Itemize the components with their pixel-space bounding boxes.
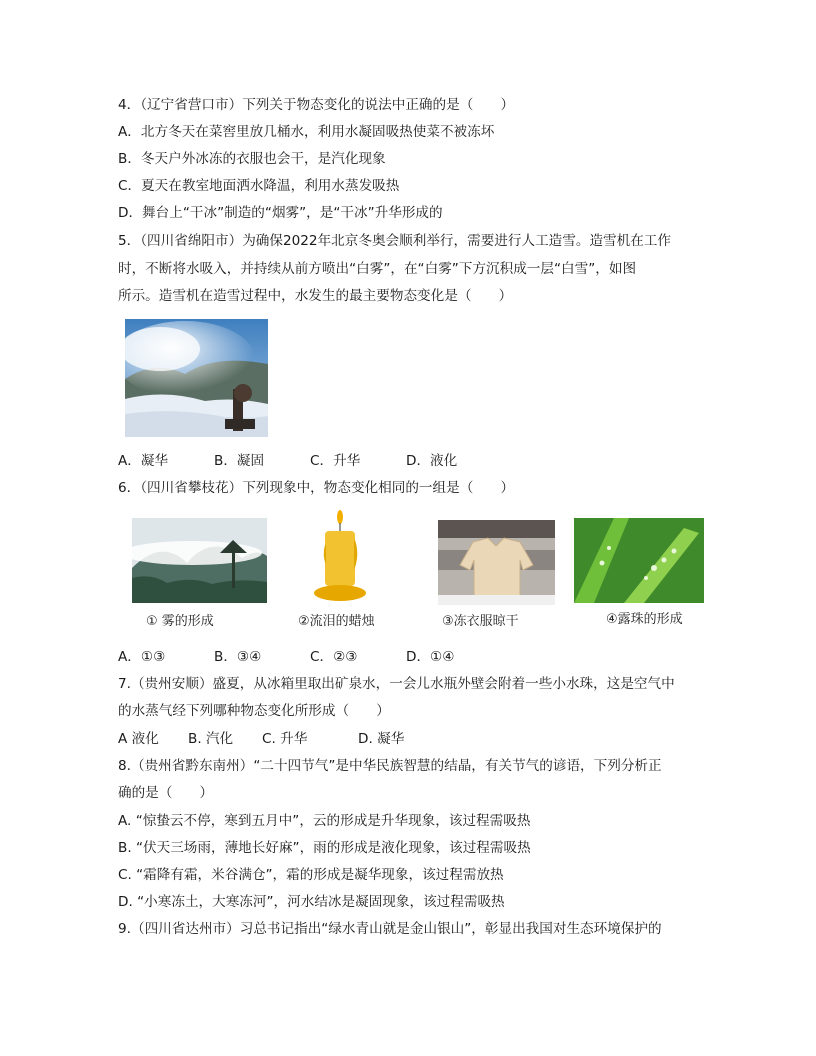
q8-stem-line2: 确的是（ ） — [118, 785, 214, 801]
q8-option-b: B. “伏天三场雨，薄地长好麻”，雨的形成是液化现象，该过程需吸热 — [118, 840, 531, 856]
q9-stem-line1: 9.（四川省达州市）习总书记指出“绿水青山就是金山银山”，彰显出我国对生态环境保护的 — [118, 921, 662, 937]
q8-stem-line1: 8.（贵州省黔东南州）“二十四节气”是中华民族智慧的结晶，有关节气的谚语，下列分析正 — [118, 758, 662, 774]
caption-2: ②流泪的蜡烛 — [298, 614, 375, 629]
q7-option-d: D. 凝华 — [358, 731, 405, 747]
q6-option-c: C．②③ — [310, 649, 358, 665]
q5-option-b: B．凝固 — [214, 453, 265, 469]
q7-stem-line1: 7.（贵州安顺）盛夏，从冰箱里取出矿泉水，一会儿水瓶外壁会附着一些小水珠，这是空气中 — [118, 676, 675, 692]
q4-option-d: D．舞台上“干冰”制造的“烟雾”，是“干冰”升华形成的 — [118, 205, 443, 221]
q7-stem-line2: 的水蒸气经下列哪种物态变化所形成（ ） — [118, 703, 390, 719]
q8-option-d: D. “小寒冻土，大寒冻河”，河水结冰是凝固现象，该过程需吸热 — [118, 894, 505, 910]
dew-drops-image — [574, 518, 704, 603]
q6-stem: 6．（四川省攀枝花）下列现象中，物态变化相同的一组是（ ） — [118, 480, 515, 496]
q4-option-c: C．夏天在教室地面洒水降温，利用水蒸发吸热 — [118, 178, 400, 194]
q7-option-a: A 液化 — [118, 731, 159, 747]
q7-option-b: B. 汽化 — [188, 731, 234, 747]
q8-option-c: C. “霜降有霜，米谷满仓”，霜的形成是凝华现象，该过程需放热 — [118, 867, 504, 883]
q4-option-a: A．北方冬天在菜窖里放几桶水，利用水凝固吸热使菜不被冻坏 — [118, 124, 495, 140]
q5-option-c: C．升华 — [310, 453, 361, 469]
q4-option-b: B．冬天户外冰冻的衣服也会干，是汽化现象 — [118, 151, 386, 167]
q5-stem-line3: 所示。造雪机在造雪过程中，水发生的最主要物态变化是（ ） — [118, 288, 513, 304]
q6-option-d: D．①④ — [406, 649, 455, 665]
fog-image — [132, 518, 267, 603]
q5-stem-line1: 5．（四川省绵阳市）为确保2022年北京冬奥会顺利举行，需要进行人工造雪。造雪机在工作 — [118, 233, 672, 249]
q7-option-c: C. 升华 — [262, 731, 308, 747]
q6-option-a: A．①③ — [118, 649, 166, 665]
q5-option-a: A．凝华 — [118, 453, 169, 469]
caption-4: ④露珠的形成 — [606, 612, 683, 627]
q5-stem-line2: 时，不断将水吸入，并持续从前方喷出“白雾”，在“白雾”下方沉积成一层“白雪”，如图 — [118, 261, 637, 277]
caption-1: ① 雾的形成 — [146, 614, 214, 629]
caption-3: ③冻衣服晾干 — [442, 614, 519, 629]
snow-machine-image — [125, 319, 268, 437]
frozen-clothes-image — [438, 520, 555, 605]
q4-stem: 4．（辽宁省营口市）下列关于物态变化的说法中正确的是（ ） — [118, 97, 515, 113]
q6-option-b: B．③④ — [214, 649, 262, 665]
q5-option-d: D．液化 — [406, 453, 458, 469]
q8-option-a: A. “惊蛰云不停，寒到五月中”，云的形成是升华现象，该过程需吸热 — [118, 813, 531, 829]
candle-image — [310, 505, 370, 605]
